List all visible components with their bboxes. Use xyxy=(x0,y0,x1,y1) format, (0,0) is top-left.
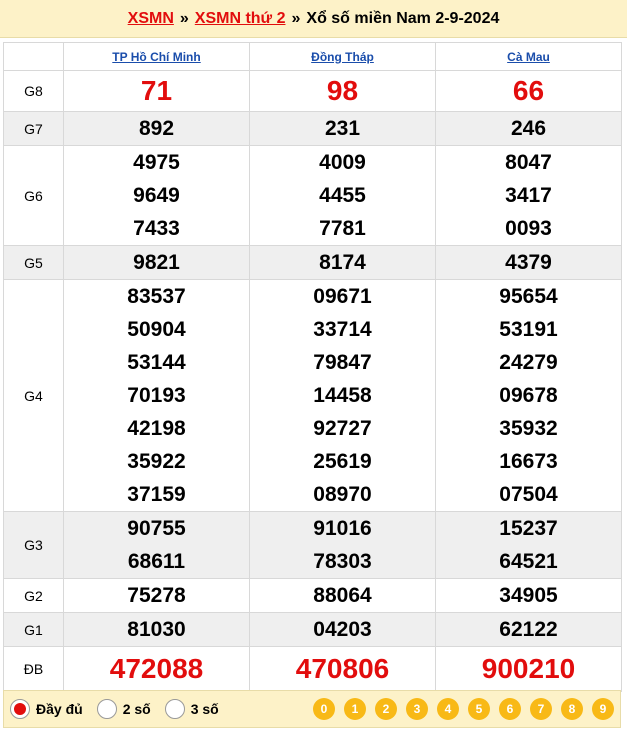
page-title: Xổ số miền Nam 2-9-2024 xyxy=(306,9,500,27)
prize-number: 91016 xyxy=(313,517,372,540)
prize-number: 231 xyxy=(324,117,361,140)
prize-number: 64521 xyxy=(499,550,558,573)
prize-cell xyxy=(250,112,436,146)
digit-filter-button[interactable]: 6 xyxy=(499,698,521,720)
prize-cell xyxy=(64,280,250,512)
radio-label: Đầy đủ xyxy=(36,701,83,717)
prize-label: G6 xyxy=(4,146,64,246)
prize-number: 50904 xyxy=(127,318,186,341)
results-table xyxy=(3,42,622,692)
prize-number: 37159 xyxy=(127,483,186,506)
prize-label: G1 xyxy=(4,613,64,647)
prize-row-g7 xyxy=(4,112,622,146)
prize-number: 246 xyxy=(510,117,547,140)
prize-number: 53144 xyxy=(127,351,186,374)
radio-label: 3 số xyxy=(190,701,219,717)
prize-number: 15237 xyxy=(499,517,558,540)
digit-filter-button[interactable]: 9 xyxy=(592,698,614,720)
prize-cell xyxy=(250,71,436,112)
prize-cell xyxy=(436,112,622,146)
prize-number: 42198 xyxy=(127,417,186,440)
prize-row-g1 xyxy=(4,613,622,647)
prize-cell xyxy=(250,280,436,512)
prize-label: G3 xyxy=(4,512,64,579)
province-link-dong-thap[interactable]: Đồng Tháp xyxy=(311,49,374,64)
prize-label: G7 xyxy=(4,112,64,146)
digit-filter-list xyxy=(313,698,614,720)
prize-number: 08970 xyxy=(313,483,372,506)
prize-number: 68611 xyxy=(127,550,186,573)
digit-filter-button[interactable]: 1 xyxy=(344,698,366,720)
prize-cell xyxy=(436,146,622,246)
radio-selected-dot-icon xyxy=(14,703,26,715)
prize-number: 470806 xyxy=(295,653,390,684)
breadcrumb-separator: » xyxy=(291,9,301,27)
prize-cell xyxy=(250,246,436,280)
prize-number: 98 xyxy=(326,75,359,106)
prize-number: 95654 xyxy=(499,285,558,308)
prize-cell xyxy=(64,146,250,246)
prize-number: 07504 xyxy=(499,483,558,506)
prize-number: 8047 xyxy=(505,151,552,174)
prize-number: 24279 xyxy=(499,351,558,374)
prize-number: 16673 xyxy=(499,450,558,473)
prize-number: 62122 xyxy=(499,618,558,641)
prize-number: 4009 xyxy=(319,151,366,174)
prize-cell xyxy=(64,246,250,280)
prize-number: 33714 xyxy=(313,318,372,341)
radio-label: 2 số xyxy=(122,701,151,717)
prize-cell xyxy=(436,579,622,613)
prize-label: G8 xyxy=(4,71,64,112)
prize-cell xyxy=(250,512,436,579)
radio-circle-icon xyxy=(165,699,185,719)
corner-cell xyxy=(4,43,64,71)
province-header xyxy=(436,43,622,71)
prize-number: 53191 xyxy=(499,318,558,341)
digit-filter-button[interactable]: 8 xyxy=(561,698,583,720)
xsmn-link[interactable]: XSMN xyxy=(127,9,174,27)
prize-number: 472088 xyxy=(109,653,204,684)
prize-number: 35922 xyxy=(127,450,186,473)
prize-number: 7781 xyxy=(319,217,366,240)
prize-number: 04203 xyxy=(313,618,372,641)
breadcrumb xyxy=(0,0,627,38)
prize-cell xyxy=(64,613,250,647)
digit-mode-radio-2[interactable] xyxy=(165,699,219,719)
prize-row-g2 xyxy=(4,579,622,613)
digit-filter-button[interactable]: 7 xyxy=(530,698,552,720)
prize-number: 9821 xyxy=(133,251,180,274)
prize-cell xyxy=(64,647,250,692)
prize-cell xyxy=(64,112,250,146)
prize-cell xyxy=(436,647,622,692)
prize-number: 78303 xyxy=(313,550,372,573)
prize-cell xyxy=(250,146,436,246)
prize-number: 71 xyxy=(140,75,173,106)
radio-circle-icon xyxy=(97,699,117,719)
prize-cell xyxy=(436,613,622,647)
prize-cell xyxy=(64,579,250,613)
prize-cell xyxy=(436,71,622,112)
prize-number: 88064 xyxy=(313,584,372,607)
digit-filter-button[interactable]: 4 xyxy=(437,698,459,720)
prize-number: 90755 xyxy=(127,517,186,540)
prize-row-g6 xyxy=(4,146,622,246)
digit-filter-button[interactable]: 3 xyxy=(406,698,428,720)
prize-cell xyxy=(436,280,622,512)
prize-number: 09678 xyxy=(499,384,558,407)
prize-number: 0093 xyxy=(505,217,552,240)
radio-circle-icon xyxy=(10,699,30,719)
prize-number: 4379 xyxy=(505,251,552,274)
digit-filter-button[interactable]: 5 xyxy=(468,698,490,720)
prize-cell xyxy=(64,71,250,112)
prize-number: 892 xyxy=(138,117,175,140)
breadcrumb-separator: » xyxy=(179,9,189,27)
prize-cell xyxy=(64,512,250,579)
prize-number: 79847 xyxy=(313,351,372,374)
prize-number: 09671 xyxy=(313,285,372,308)
prize-number: 83537 xyxy=(127,285,186,308)
prize-cell xyxy=(250,647,436,692)
prize-number: 14458 xyxy=(313,384,372,407)
digit-filter-button[interactable]: 2 xyxy=(375,698,397,720)
prize-number: 8174 xyxy=(319,251,366,274)
prize-number: 70193 xyxy=(127,384,186,407)
prize-cell xyxy=(436,512,622,579)
prize-row-g8 xyxy=(4,71,622,112)
prize-label: ĐB xyxy=(4,647,64,692)
xsmn-thu-2-link[interactable]: XSMN thứ 2 xyxy=(194,9,286,27)
prize-number: 66 xyxy=(512,75,545,106)
digit-mode-radio-0[interactable] xyxy=(10,699,83,719)
prize-number: 3417 xyxy=(505,184,552,207)
prize-row-db xyxy=(4,647,622,692)
prize-number: 900210 xyxy=(481,653,576,684)
province-link-hcm[interactable]: TP Hồ Chí Minh xyxy=(112,49,201,64)
prize-number: 7433 xyxy=(133,217,180,240)
prize-number: 81030 xyxy=(127,618,186,641)
prize-cell xyxy=(436,246,622,280)
prize-number: 92727 xyxy=(313,417,372,440)
prize-number: 35932 xyxy=(499,417,558,440)
prize-number: 25619 xyxy=(313,450,372,473)
prize-cell xyxy=(250,613,436,647)
prize-row-g5 xyxy=(4,246,622,280)
prize-number: 34905 xyxy=(499,584,558,607)
province-link-ca-mau[interactable]: Cà Mau xyxy=(507,49,550,64)
digit-mode-radio-1[interactable] xyxy=(97,699,151,719)
prize-row-g3 xyxy=(4,512,622,579)
prize-label: G5 xyxy=(4,246,64,280)
prize-number: 75278 xyxy=(127,584,186,607)
digit-filter-button[interactable]: 0 xyxy=(313,698,335,720)
prize-label: G4 xyxy=(4,280,64,512)
display-options-bar xyxy=(3,690,621,728)
prize-number: 4975 xyxy=(133,151,180,174)
prize-number: 9649 xyxy=(133,184,180,207)
digit-mode-radio-group xyxy=(4,699,227,719)
province-header xyxy=(64,43,250,71)
prize-number: 4455 xyxy=(319,184,366,207)
province-header xyxy=(250,43,436,71)
prize-row-g4 xyxy=(4,280,622,512)
prize-cell xyxy=(250,579,436,613)
prize-label: G2 xyxy=(4,579,64,613)
